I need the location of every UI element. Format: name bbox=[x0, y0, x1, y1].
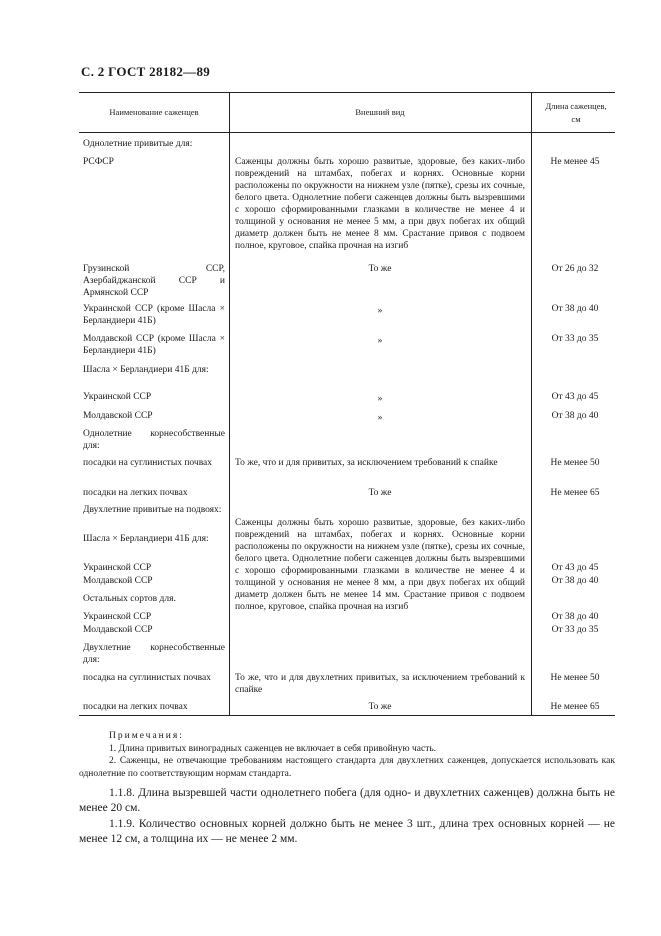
row-length: От 33 до 35 bbox=[551, 625, 599, 635]
row-length: От 38 до 40 bbox=[551, 304, 599, 314]
row-appearance: То же bbox=[368, 702, 392, 712]
row-name: Украинской ССР bbox=[83, 563, 152, 573]
row-appearance: То же bbox=[368, 264, 392, 274]
row-appearance: Саженцы должны быть хорошо развитые, здоровые, без каких-либо повреждений на штамбах, побегах и корнях. Основные корни расположены по окружности на нижнем узле (пятке), срезы их сочные, белого цвета. Однолетние побеги саженцев должны быть вызревшими с хорошо сформированными глазками в количестве не менее 4 и толщиной у основания не менее 8 мм, а при двух побегах их общий диаметр должен быть не менее 14 мм. Срастание привоя с подвоем полное, круговое, спайка прочная на изгиб bbox=[235, 518, 525, 612]
row-name: посадки на легких почвах bbox=[83, 702, 188, 712]
note-item: 1. Длина привитых виноградных саженцев не включает в себя привойную часть. bbox=[109, 743, 437, 754]
row-name: Однолетние корнесобственные для: bbox=[83, 429, 225, 451]
column-divider-1 bbox=[229, 92, 230, 715]
paragraph-1-1-9: 1.1.9. Количество основных корней должно быть не менее 3 шт., длина трех основных корней — не менее 12 см, а толщина их — не менее 2 мм. bbox=[79, 818, 615, 845]
column-divider-2 bbox=[531, 92, 532, 715]
row-name: Двухлетние привитые на подвоях: bbox=[83, 505, 222, 515]
row-name: Грузинской ССР, Азербайджанской ССР и Армянской ССР bbox=[83, 264, 225, 298]
row-name: Шасла × Берландиери 41Б для: bbox=[83, 534, 209, 544]
row-appearance: Саженцы должны быть хорошо развитые, здоровые, без каких-либо повреждений на штамбах, побегах и корнях. Основные корни расположены по окружности на нижнем узле (пятке), срезы их сочные, белого цвета. Однолетние побеги саженцев должны быть вызревшими с хорошо сформированными глазками в количестве не менее 4 и толщиной у основания не менее 5 мм, а при двух побегах их общий диаметр должен быть не менее 8 мм. Срастание привоя с подвоем полное, круговое, спайка прочная на изгиб bbox=[235, 157, 525, 251]
row-name: Шасла × Берландиери 41Б для: bbox=[83, 365, 209, 375]
row-name: Молдавской ССР bbox=[83, 625, 153, 635]
notes-section bbox=[79, 730, 615, 780]
body-paragraphs bbox=[79, 786, 615, 848]
notes-title: Примечания: bbox=[109, 731, 184, 741]
row-name: РСФСР bbox=[83, 157, 114, 167]
row-length: От 43 до 45 bbox=[551, 563, 599, 573]
row-name: Молдавской ССР (кроме Шасла × Берландиери 41Б) bbox=[83, 334, 225, 356]
row-name: Двухлетние корнесобственные для: bbox=[83, 643, 225, 665]
header-appearance: Внешний вид bbox=[355, 107, 405, 117]
row-name: Молдавской ССР bbox=[83, 576, 153, 586]
header-name: Наименование саженцев bbox=[109, 107, 199, 117]
table-header-border bbox=[79, 132, 615, 133]
note-item: 2. Саженцы, не отвечающие требованиям настоящего стандарта для двухлетних саженцев, допускается использовать как однолетние по соответствующим нормам стандарта. bbox=[79, 756, 615, 779]
table-top-border bbox=[79, 92, 615, 93]
row-name: посадки на легких почвах bbox=[83, 488, 188, 498]
row-appearance: То же, что и для привитых, за исключением требований к спайке bbox=[235, 458, 498, 468]
row-name: посадки на суглинистых почвах bbox=[83, 458, 213, 468]
row-length: От 33 до 35 bbox=[551, 334, 599, 344]
row-appearance: » bbox=[377, 306, 383, 316]
page-header: С. 2 ГОСТ 28182—89 bbox=[81, 64, 211, 79]
row-name: посадка на суглинистых почвах bbox=[83, 673, 212, 683]
row-name: Молдавской ССР bbox=[83, 411, 153, 421]
row-name: Остальных сортов для. bbox=[83, 594, 176, 604]
table-bottom-border bbox=[79, 715, 615, 716]
row-appearance: » bbox=[377, 413, 383, 423]
header-length: Длина саженцев, см bbox=[545, 101, 607, 124]
row-appearance: » bbox=[377, 336, 383, 346]
row-name: Однолетние привитые для: bbox=[83, 139, 193, 149]
row-name: Украинской ССР (кроме Шасла × Берландиери 41Б) bbox=[83, 304, 225, 326]
row-length: От 38 до 40 bbox=[551, 411, 599, 421]
row-name: Украинской ССР bbox=[83, 612, 152, 622]
row-length: Не менее 50 bbox=[550, 458, 600, 468]
row-length: От 26 до 32 bbox=[551, 264, 599, 274]
row-appearance: » bbox=[377, 394, 383, 404]
row-name: Украинской ССР bbox=[83, 392, 152, 402]
row-length: От 43 до 45 bbox=[551, 392, 599, 402]
row-length: Не менее 65 bbox=[550, 488, 600, 498]
row-appearance: То же, что и для двухлетних привитых, за исключением требований к спайке bbox=[235, 673, 525, 695]
paragraph-1-1-8: 1.1.8. Длина вызревшей части однолетнего побега (для одно- и двухлетних саженцев) должна быть не менее 20 см. bbox=[79, 787, 615, 814]
row-length: Не менее 65 bbox=[550, 702, 600, 712]
row-appearance: То же bbox=[368, 488, 392, 498]
row-length: Не менее 45 bbox=[550, 157, 600, 167]
row-length: От 38 до 40 bbox=[551, 612, 599, 622]
row-length: Не менее 50 bbox=[550, 673, 600, 683]
row-length: От 38 до 40 bbox=[551, 576, 599, 586]
requirements-table bbox=[79, 92, 615, 722]
